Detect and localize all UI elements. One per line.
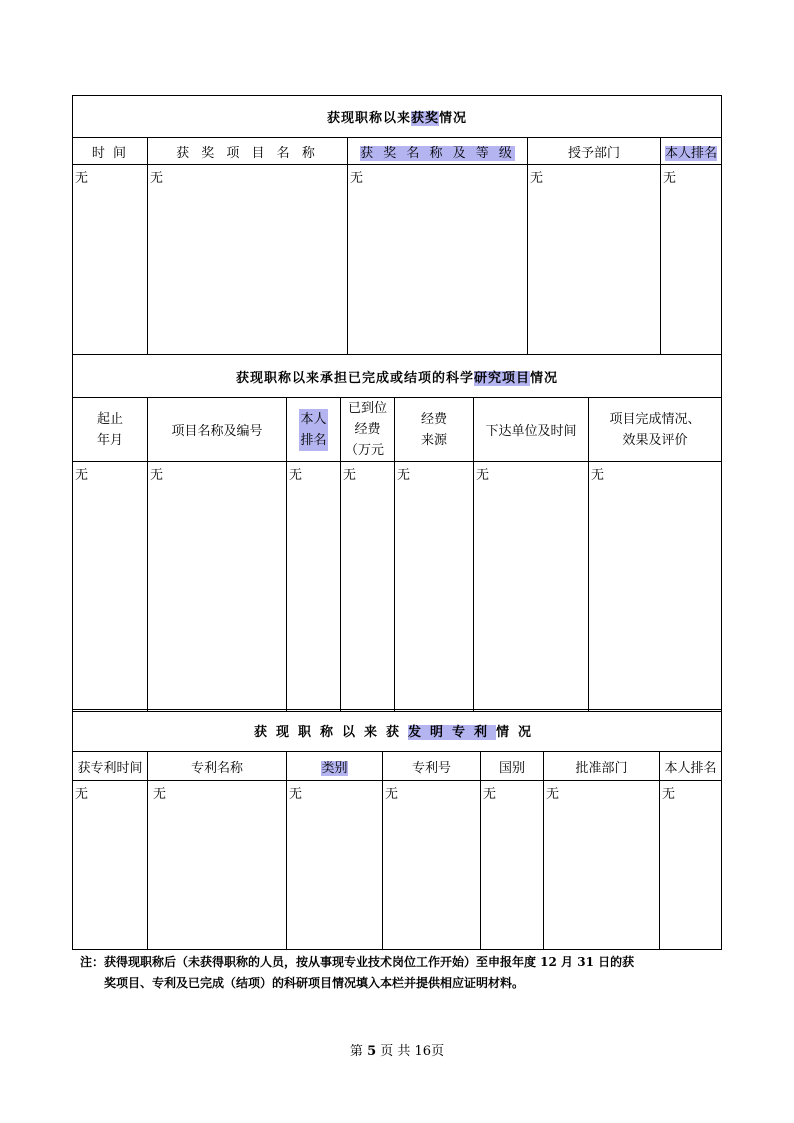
cell-patent-number: 无 [383,781,481,950]
cell-patent-time: 无 [73,781,148,950]
header-fund-source-line2: 来源 [420,432,447,448]
header-rank [661,138,722,165]
cell-award-project: 无 [148,165,348,355]
header-award-level-text: 获 奖 名 称 及 等 级 [360,145,515,161]
cell-patent-category: 无 [287,781,383,950]
cell-rank: 无 [661,165,722,355]
footnote-line1: 注：获得现职称后（未获得职称的人员，按从事现专业技术岗位工作开始）至申报年度 12 月 31 日的获 [80,955,635,969]
header-project-name: 项目名称及编号 [148,398,287,462]
header-fund-source-line1: 经费 [420,411,447,427]
header-period-line1: 起止 [96,411,123,427]
projects-section-title [73,355,722,398]
patents-section-title [73,710,722,752]
cell-patent-rank: 无 [660,781,722,950]
cell-evaluation: 无 [589,462,722,712]
header-project-rank-line2: 排名 [300,432,327,448]
header-grant-dept: 授予部门 [528,138,661,165]
cell-issuer: 无 [474,462,589,712]
cell-project-name: 无 [148,462,287,712]
footnote-line2: 奖项目、专利及已完成（结项）的科研项目情况填入本栏并提供相应证明材料。 [104,976,525,990]
projects-title-highlight: 研究项目 [474,370,531,386]
awards-title-highlight: 获奖 [411,111,440,126]
footer-prefix: 第 [349,1044,363,1059]
table-row [73,165,722,355]
header-fund-source [395,398,474,462]
header-patent-category [287,752,383,781]
cell-time: 无 [73,165,148,355]
cell-project-rank: 无 [287,462,341,712]
header-patent-number: 专利号 [383,752,481,781]
patents-title-highlight: 发明专利 [408,725,497,740]
header-period [73,398,148,462]
awards-section-title [73,96,722,138]
header-patent-rank: 本人排名 [660,752,722,781]
header-evaluation-line1: 项目完成情况、 [609,411,701,427]
footnote [80,952,720,994]
header-patent-time: 获专利时间 [73,752,148,781]
header-time: 时 间 [73,138,148,165]
cell-patent-name: 无 [148,781,287,950]
header-award-level [348,138,528,165]
patents-table [72,709,722,950]
header-funds-line3: （万元 [345,443,385,458]
patents-title-part-a: 获现职称以来获 [254,725,409,740]
patents-title-part-c: 情况 [496,725,541,740]
header-patent-category-text: 类别 [321,760,348,776]
header-funds-line2: 经费 [354,422,381,437]
projects-title-part-c: 情况 [530,370,559,386]
header-evaluation [589,398,722,462]
page-footer [0,1040,794,1059]
awards-title-part-c: 情况 [439,111,468,126]
table-row [73,781,722,950]
awards-table [72,95,722,355]
footer-total-pages: 16 [414,1044,432,1059]
footer-middle: 页 共 [380,1044,411,1059]
header-period-line2: 年月 [96,432,123,448]
cell-approval-dept: 无 [544,781,660,950]
cell-funds: 无 [341,462,395,712]
header-approval-dept: 批准部门 [544,752,660,781]
header-project-rank [287,398,341,462]
header-patent-name: 专利名称 [148,752,287,781]
header-issuer: 下达单位及时间 [474,398,589,462]
projects-title-part-a: 获现职称以来承担已完成或结项的科学 [236,370,475,386]
footer-suffix: 页 [431,1044,445,1059]
header-project-rank-line1: 本人 [300,411,327,427]
header-funds-line1: 已到位 [347,401,387,416]
header-funds [341,398,395,462]
awards-title-part-a: 获现职称以来 [326,111,411,126]
cell-award-level: 无 [348,165,528,355]
cell-patent-country: 无 [481,781,544,950]
cell-fund-source: 无 [395,462,474,712]
header-evaluation-line2: 效果及评价 [622,432,688,448]
footer-page-number: 5 [367,1044,377,1059]
projects-table [72,354,722,712]
table-row [73,462,722,712]
header-patent-country: 国别 [481,752,544,781]
cell-grant-dept: 无 [528,165,661,355]
cell-period: 无 [73,462,148,712]
header-award-project: 获 奖 项 目 名 称 [148,138,348,165]
header-rank-text: 本人排名 [665,145,718,161]
